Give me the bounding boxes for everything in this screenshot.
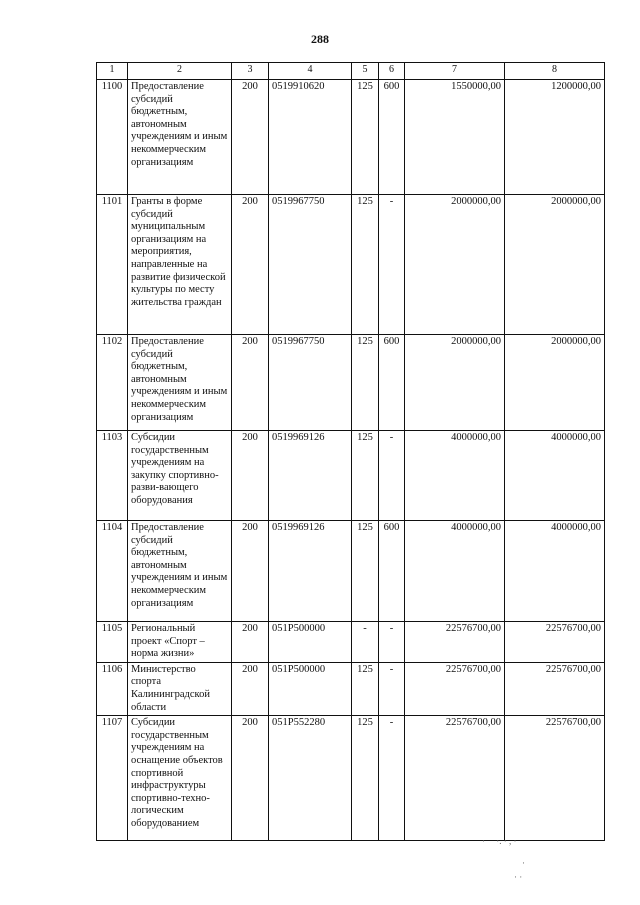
expense-type: - [379, 622, 405, 663]
amount-col8: 2000000,00 [505, 195, 605, 335]
target-code: 0519910620 [269, 80, 352, 195]
page-number: 288 [311, 32, 329, 46]
line-number: 1106 [97, 662, 128, 715]
line-number: 1101 [97, 195, 128, 335]
table-row [97, 80, 605, 195]
table-row [97, 521, 605, 622]
item-name: Министерство спорта Калининградской области [128, 662, 232, 715]
amount-col8: 22576700,00 [505, 716, 605, 841]
target-code: 051P500000 [269, 662, 352, 715]
amount-col8: 4000000,00 [505, 521, 605, 622]
expense-type: - [379, 662, 405, 715]
amount-col7: 2000000,00 [405, 335, 505, 431]
chapter-code: 200 [232, 431, 269, 521]
column-header: 1 [97, 63, 128, 80]
chapter-code: 200 [232, 521, 269, 622]
table-row [97, 335, 605, 431]
expense-type: 600 [379, 335, 405, 431]
column-header: 3 [232, 63, 269, 80]
item-name: Предоставление субсидий бюджетным, автономным учреждениям и иным некоммерческим организациям [128, 521, 232, 622]
item-name: Субсидии государственным учреждениям на оснащение объектов спортивной инфраструктуры спортивно-техно-логическим оборудованием [128, 716, 232, 841]
target-code: 0519967750 [269, 335, 352, 431]
column-header: 2 [128, 63, 232, 80]
item-name: Региональный проект «Спорт – норма жизни» [128, 622, 232, 663]
amount-col7: 22576700,00 [405, 716, 505, 841]
amount-col8: 1200000,00 [505, 80, 605, 195]
section-code: 125 [352, 716, 379, 841]
section-code: 125 [352, 431, 379, 521]
table-row [97, 195, 605, 335]
target-code: 051P500000 [269, 622, 352, 663]
expense-type: 600 [379, 521, 405, 622]
expense-type: 600 [379, 80, 405, 195]
column-header: 7 [405, 63, 505, 80]
line-number: 1104 [97, 521, 128, 622]
amount-col7: 22576700,00 [405, 662, 505, 715]
amount-col7: 4000000,00 [405, 431, 505, 521]
column-header: 8 [505, 63, 605, 80]
target-code: 0519967750 [269, 195, 352, 335]
line-number: 1102 [97, 335, 128, 431]
line-number: 1103 [97, 431, 128, 521]
chapter-code: 200 [232, 662, 269, 715]
item-name: Субсидии государственным учреждениям на закупку спортивно-разви-вающего оборудования [128, 431, 232, 521]
amount-col7: 2000000,00 [405, 195, 505, 335]
section-code: - [352, 622, 379, 663]
item-name: Предоставление субсидий бюджетным, автономным учреждениям и иным некоммерческим организациям [128, 80, 232, 195]
scan-speckle: · ·. · , · [482, 836, 517, 846]
section-code: 125 [352, 521, 379, 622]
amount-col8: 4000000,00 [505, 431, 605, 521]
column-header: 5 [352, 63, 379, 80]
table-row [97, 431, 605, 521]
column-header: 4 [269, 63, 352, 80]
section-code: 125 [352, 662, 379, 715]
amount-col8: 22576700,00 [505, 622, 605, 663]
expense-type: - [379, 195, 405, 335]
line-number: 1105 [97, 622, 128, 663]
chapter-code: 200 [232, 335, 269, 431]
amount-col8: 22576700,00 [505, 662, 605, 715]
table-row [97, 622, 605, 663]
amount-col7: 4000000,00 [405, 521, 505, 622]
table-row [97, 662, 605, 715]
column-header: 6 [379, 63, 405, 80]
chapter-code: 200 [232, 80, 269, 195]
amount-col7: 22576700,00 [405, 622, 505, 663]
target-code: 0519969126 [269, 521, 352, 622]
scan-speckle: · · [514, 872, 523, 882]
expense-type: - [379, 431, 405, 521]
chapter-code: 200 [232, 622, 269, 663]
amount-col8: 2000000,00 [505, 335, 605, 431]
section-code: 125 [352, 80, 379, 195]
line-number: 1107 [97, 716, 128, 841]
budget-table [96, 62, 605, 841]
line-number: 1100 [97, 80, 128, 195]
section-code: 125 [352, 335, 379, 431]
expense-type: - [379, 716, 405, 841]
chapter-code: 200 [232, 195, 269, 335]
item-name: Предоставление субсидий бюджетным, автономным учреждениям и иным некоммерческим организациям [128, 335, 232, 431]
header-row [97, 63, 605, 80]
section-code: 125 [352, 195, 379, 335]
target-code: 0519969126 [269, 431, 352, 521]
item-name: Гранты в форме субсидий муниципальным организациям на мероприятия, направленные на развитие физической культуры по месту жительства граждан [128, 195, 232, 335]
target-code: 051P552280 [269, 716, 352, 841]
chapter-code: 200 [232, 716, 269, 841]
table-row [97, 716, 605, 841]
amount-col7: 1550000,00 [405, 80, 505, 195]
scan-speckle: · [522, 858, 525, 868]
